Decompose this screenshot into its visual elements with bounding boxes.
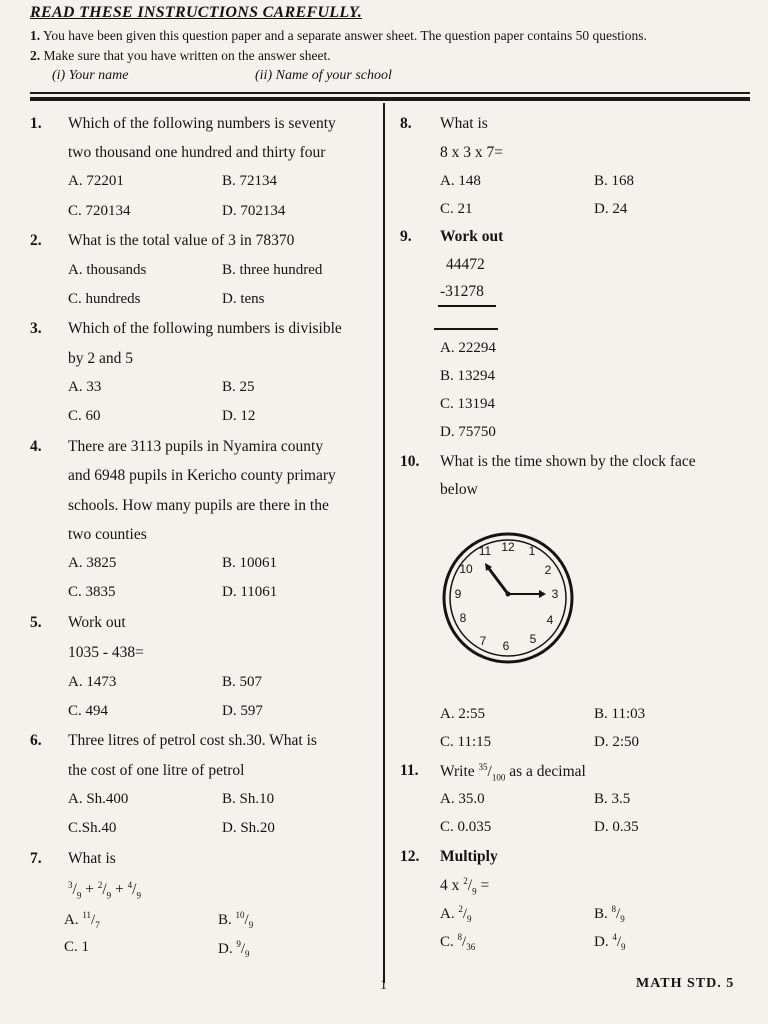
- q9-option-b: B. 13294: [440, 368, 496, 384]
- q12-text-1: Multiply: [440, 848, 498, 865]
- q12-option-b: B. $^8/_9$: [594, 904, 625, 924]
- clock-numeral-8: 8: [459, 611, 467, 625]
- q9-rule-2: [434, 328, 498, 330]
- q10-option-d: D. 2:50: [594, 734, 639, 750]
- q2-option-d: D. tens: [222, 291, 265, 307]
- q3-option-a: A. 33: [68, 379, 102, 395]
- q2-text-1: What is the total value of 3 in 78370: [68, 232, 295, 249]
- q12-option-a: A. $^2/_9$: [440, 904, 472, 924]
- clock-numeral-2: 2: [544, 563, 552, 577]
- q9-rule-1: [438, 305, 496, 307]
- q6-option-b: B. Sh.10: [222, 791, 275, 807]
- q6-number: 6.: [30, 732, 42, 749]
- q2-option-a: A. thousands: [68, 262, 147, 278]
- q9-option-d: D. 75750: [440, 424, 496, 440]
- q4-text-1: There are 3113 pupils in Nyamira county: [68, 438, 324, 455]
- q7-number: 7.: [30, 850, 42, 867]
- header-rule-top: [30, 92, 750, 94]
- clock-numeral-1: 1: [528, 544, 536, 558]
- q4-option-a: A. 3825: [68, 555, 117, 571]
- q7-option-a: A. $^{11}/_7$: [64, 910, 100, 930]
- q7-text-1: What is: [68, 850, 116, 867]
- q11-text-1: Write $^{35}/_{100}$ as a decimal: [440, 762, 586, 783]
- q8-option-a: A. 148: [440, 173, 481, 189]
- q4-option-d: D. 11061: [222, 584, 278, 600]
- q3-option-b: B. 25: [222, 379, 255, 395]
- q4-number: 4.: [30, 438, 42, 455]
- q7-option-c: C. 1: [64, 939, 90, 955]
- q7-option-b: B. $^{10}/_9$: [218, 910, 254, 930]
- q6-option-c: C.Sh.40: [68, 820, 117, 836]
- page-number: 1: [380, 978, 387, 993]
- q5-option-d: D. 597: [222, 703, 263, 719]
- q3-option-c: C. 60: [68, 408, 101, 424]
- q6-option-a: A. Sh.400: [68, 791, 129, 807]
- q10-option-c: C. 11:15: [440, 734, 492, 750]
- q12-number: 12.: [400, 848, 420, 865]
- clock-numeral-11: 11: [478, 544, 492, 558]
- clock-numeral-3: 3: [551, 587, 559, 601]
- q5-text-2: 1035 - 438=: [68, 644, 144, 661]
- q8-text-2: 8 x 3 x 7=: [440, 144, 503, 161]
- q4-text-3: schools. How many pupils are there in the: [68, 497, 329, 514]
- q4-text-4: two counties: [68, 526, 147, 543]
- clock-numeral-10: 10: [459, 562, 473, 576]
- q8-number: 8.: [400, 115, 412, 132]
- field-school-name: (ii) Name of your school: [255, 68, 392, 83]
- q5-option-c: C. 494: [68, 703, 109, 719]
- header-rule-bottom: [30, 97, 750, 101]
- clock-numeral-4: 4: [546, 613, 554, 627]
- clock-hour-hand: [487, 566, 508, 594]
- q1-text-1: Which of the following numbers is seventy: [68, 115, 336, 132]
- q6-text-2: the cost of one litre of petrol: [68, 762, 245, 779]
- q4-option-b: B. 10061: [222, 555, 278, 571]
- q4-option-c: C. 3835: [68, 584, 116, 600]
- instruction-2: 2. Make sure that you have written on the answer sheet.: [30, 48, 331, 63]
- q6-text-1: Three litres of petrol cost sh.30. What is: [68, 732, 317, 749]
- q10-text-1: What is the time shown by the clock face: [440, 453, 696, 470]
- q11-option-a: A. 35.0: [440, 791, 485, 807]
- column-divider: [383, 103, 385, 983]
- q10-number: 10.: [400, 453, 420, 470]
- instructions-title: READ THESE INSTRUCTIONS CAREFULLY.: [30, 4, 363, 21]
- clock-numeral-9: 9: [454, 587, 462, 601]
- clock-face: [440, 530, 576, 666]
- q3-option-d: D. 12: [222, 408, 256, 424]
- q11-option-b: B. 3.5: [594, 791, 631, 807]
- q11-number: 11.: [400, 762, 419, 779]
- q9-text-1: Work out: [440, 228, 504, 245]
- q8-option-c: C. 21: [440, 201, 473, 217]
- q5-number: 5.: [30, 614, 42, 631]
- q1-option-a: A. 72201: [68, 173, 124, 189]
- q5-text-1: Work out: [68, 614, 126, 631]
- q1-text-2: two thousand one hundred and thirty four: [68, 144, 326, 161]
- q2-number: 2.: [30, 232, 42, 249]
- q1-option-c: C. 720134: [68, 203, 131, 219]
- q8-option-d: D. 24: [594, 201, 628, 217]
- instruction-1: 1. You have been given this question paper and a separate answer sheet. The question paper contains 50 questions.: [30, 28, 647, 43]
- clock-numeral-5: 5: [529, 632, 537, 646]
- q10-text-2: below: [440, 481, 478, 498]
- footer-label: MATH STD. 5: [636, 976, 735, 991]
- clock-numeral-12: 12: [501, 540, 515, 554]
- q12-expression: 4 x $^2/_9$ =: [440, 876, 490, 897]
- q1-option-b: B. 72134: [222, 173, 278, 189]
- clock-center-pin: [506, 592, 511, 597]
- q8-text-1: What is: [440, 115, 488, 132]
- q11-option-c: C. 0.035: [440, 819, 492, 835]
- q9-minuend: 44472: [446, 256, 485, 273]
- q9-subtrahend: -31278: [440, 283, 484, 300]
- q12-option-c: C. $^8/_{36}$: [440, 932, 476, 952]
- q2-option-b: B. three hundred: [222, 262, 323, 278]
- q7-option-d: D. $^9/_9$: [218, 939, 250, 959]
- q9-option-c: C. 13194: [440, 396, 496, 412]
- q7-expression: $^3/_9 + ^2/_9 + ^4/_9$: [68, 880, 141, 901]
- clock-numeral-6: 6: [502, 639, 510, 653]
- q5-option-b: B. 507: [222, 674, 263, 690]
- q8-option-b: B. 168: [594, 173, 635, 189]
- clock-numeral-7: 7: [479, 634, 487, 648]
- q3-text-2: by 2 and 5: [68, 350, 134, 367]
- q12-option-d: D. $^4/_9$: [594, 932, 626, 952]
- q4-text-2: and 6948 pupils in Kericho county primary: [68, 467, 336, 484]
- q3-number: 3.: [30, 320, 42, 337]
- q1-option-d: D. 702134: [222, 203, 286, 219]
- q5-option-a: A. 1473: [68, 674, 117, 690]
- q10-option-b: B. 11:03: [594, 706, 646, 722]
- clock-minute-arrow: [539, 590, 546, 598]
- q3-text-1: Which of the following numbers is divisible: [68, 320, 342, 337]
- q2-option-c: C. hundreds: [68, 291, 141, 307]
- field-your-name: (i) Your name: [52, 68, 129, 83]
- q10-option-a: A. 2:55: [440, 706, 485, 722]
- q1-number: 1.: [30, 115, 42, 132]
- q11-option-d: D. 0.35: [594, 819, 639, 835]
- q9-option-a: A. 22294: [440, 340, 496, 356]
- q6-option-d: D. Sh.20: [222, 820, 275, 836]
- q9-number: 9.: [400, 228, 412, 245]
